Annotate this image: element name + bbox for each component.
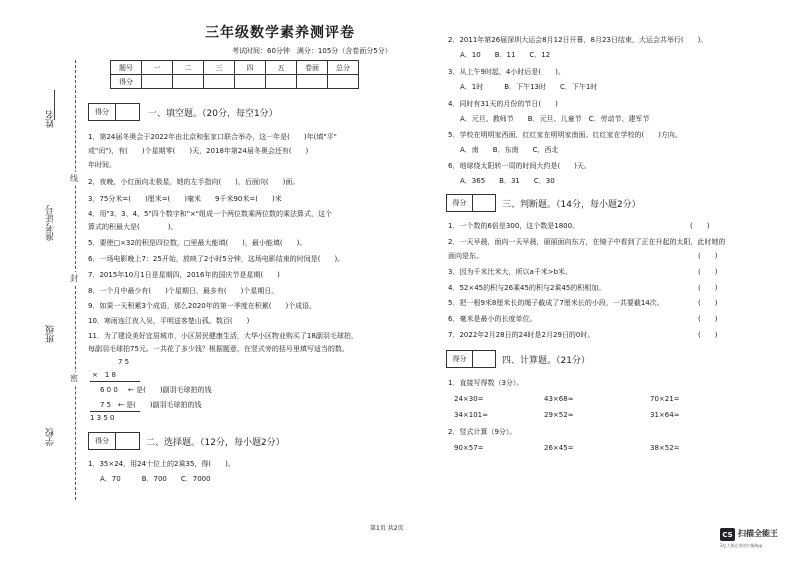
score-table: [110, 60, 359, 89]
s1-q4-line1: 4．用"3、3、4、5"四个数字和"×"组成一个两位数乘两位数的乘法算式，这个: [88, 210, 333, 218]
section3-title: 三、判断题。（14分，每小题2分）: [502, 200, 641, 210]
calc-partial-1: 6 0 0: [100, 386, 118, 394]
calc-partial-2-note: ← 是( )副羽毛球拍的钱: [118, 401, 202, 409]
s1-q1-line3: 年时间。: [88, 161, 116, 169]
section4-score-box: [446, 350, 496, 368]
seal-char-2: 封: [70, 274, 78, 283]
section2-score-blank[interactable]: [116, 433, 139, 449]
s2-q3-options: A．1时 B．下午13时 C．下午1时: [460, 83, 598, 91]
section4-score-blank[interactable]: [473, 351, 495, 367]
s2-q1-options: A．70 B．700 C．7000: [100, 475, 211, 483]
score-table-header-cell: 总分: [328, 61, 359, 75]
s1-q10: 10．寒雨连江夜入吴，平明送客楚山孤。数百( ): [88, 317, 250, 325]
s3-q6: 6．毫米是最小的长度单位。: [448, 315, 537, 323]
s1-q5: 5．要使□×32的积是四位数，□里最大能填( )，最小能填( )。: [88, 239, 307, 247]
calc-result: 1 3 5 0: [90, 414, 115, 422]
section4-title: 四、计算题。（21分）: [502, 356, 590, 366]
s2-q6-options: A．365 B．31 C．30: [460, 177, 555, 185]
school-label: 学校: [46, 428, 56, 446]
s3-q4: 4．52×45的积与26乘45的积与2乘45的积相加。: [448, 284, 606, 292]
s2-q3: 3．从上午9时起，4小时后是( )。: [448, 68, 565, 76]
score-table-header-cell: 一: [142, 61, 173, 75]
s3-q7-mark[interactable]: ( ): [698, 331, 718, 339]
section1-score-blank[interactable]: [116, 104, 139, 120]
s1-q6: 6．一场电影晚上7：25开始，放映了2小时5分钟，这场电影结束的时间是( )。: [88, 255, 345, 263]
s3-q4-mark[interactable]: ( ): [698, 284, 718, 292]
section3-score-blank[interactable]: [473, 195, 495, 211]
s4-row1-item2: 43×68≈: [544, 395, 574, 403]
score-table-header-cell: 卷面: [297, 61, 328, 75]
section2-title: 二、选择题。（12分，每小题2分）: [146, 438, 285, 448]
section2-score-box: [88, 432, 140, 450]
camscanner-logo: CS: [720, 528, 735, 541]
s1-q9: 9．如果一天积累3个成语，那么2020年的第一季度在积累( )个成语。: [88, 302, 317, 310]
s2-q4: 4．同时有31天的月份的节日( ): [448, 100, 558, 108]
camscanner-tagline: 3亿人都在用的扫描App: [720, 543, 763, 548]
score-cell[interactable]: [235, 75, 266, 89]
score-table-header-cell: 二: [173, 61, 204, 75]
page-footer: 第1页 共2页: [370, 525, 404, 532]
score-table-header-cell: 三: [204, 61, 235, 75]
seal-char-1: 线: [70, 174, 78, 183]
s4-row2-item1: 34×101≈: [454, 411, 488, 419]
s3-q1: 1．一个数的6倍是300，这个数是1800。: [448, 222, 580, 230]
s2-q4-options: A．元旦、教师节 B．元旦、儿童节 C．劳动节、建军节: [460, 115, 650, 123]
s3-q5-mark[interactable]: ( ): [698, 299, 718, 307]
s2-q5: 5．学校在明明家西面，红红家在明明家南面。红红家在学校的( )方向。: [448, 131, 682, 139]
calc-multiplier: × 1 8: [92, 371, 116, 379]
s1-q8: 8．一个月中最少有( )个星期日，最多有( )个星期日。: [88, 287, 279, 295]
binding-margin: [0, 0, 88, 561]
s3-q3: 3．因为千米比米大，所以a千米>b米。: [448, 268, 573, 276]
score-table-score-row: [111, 75, 359, 89]
section1-score-box: [88, 103, 140, 121]
s2-q6: 6．地球绕太阳转一周的时间大约是( )天。: [448, 162, 591, 170]
section1-title: 一、填空题。（20分，每空1分）: [148, 109, 278, 119]
score-table-header-cell: 题号: [111, 61, 142, 75]
s2-q5-options: A．南 B．东南 C．西北: [460, 146, 559, 154]
s1-q3: 3．75分米=( )厘米=( )毫米 9千米90米=( )米: [88, 195, 282, 203]
s1-q7: 7．2015年10月1日是星期四，2016年的国庆节是星期( ): [88, 271, 280, 279]
s3-q3-mark[interactable]: ( ): [698, 268, 718, 276]
page-title: 三年级数学素养测评卷: [205, 25, 355, 41]
score-cell[interactable]: [266, 75, 297, 89]
s4-sub1: 1．直接写得数（3分）。: [448, 379, 524, 387]
calc-line-2: [90, 411, 140, 412]
s1-q1-line1: 1．第24届冬奥会于2022年由北京和张家口联合举办，这一年是( )年(填"平": [88, 133, 337, 141]
score-cell[interactable]: [142, 75, 173, 89]
s3-q2-mark[interactable]: ( ): [698, 252, 718, 260]
s2-q2: 2．2011年第26届深圳大运会8月12日开幕，8月23日结束，大运会共举行( )。: [448, 36, 708, 44]
s4-row3-item3: 38×52=: [650, 444, 680, 452]
s1-q1-line2: 或"闰")，有( )个星期零( )天，2018年第24届冬奥会还有( ): [88, 147, 309, 155]
s1-q11-line1: 11．为了建设美好宜居城市，小区居民健康生活，大华小区物业购买了18副羽毛球拍，: [88, 332, 358, 340]
s2-q2-options: A．10 B．11 C．12: [460, 51, 551, 59]
s4-row3-item1: 90×57=: [454, 444, 484, 452]
section2-score-label: 得分: [89, 433, 116, 449]
score-cell[interactable]: [297, 75, 328, 89]
score-table-header-row: [111, 61, 359, 75]
score-cell[interactable]: [204, 75, 235, 89]
score-cell[interactable]: [173, 75, 204, 89]
s3-q1-mark[interactable]: ( ): [690, 222, 710, 230]
s1-q2: 2．夜晚，小红面向北极星，她的左手指向( )，后面向( )面。: [88, 178, 300, 186]
s4-row1-item3: 70×21=: [650, 395, 680, 403]
s2-q1: 1．35×24，用24十位上的2乘35，得( )。: [88, 460, 235, 468]
s4-row2-item2: 29×52≈: [544, 411, 574, 419]
exam-info: 考试时间：60分钟 满分：105分（含卷面分5分）: [232, 47, 392, 55]
section1-score-label: 得分: [89, 104, 116, 120]
s3-q6-mark[interactable]: ( ): [698, 315, 718, 323]
calc-partial-2: 7 5: [100, 401, 112, 409]
s4-row2-item3: 31×64≈: [650, 411, 680, 419]
exam-number-label: 准考证号: [46, 205, 56, 241]
calc-top-number: 7 5: [118, 358, 130, 366]
camscanner-name: 扫描全能王: [738, 529, 778, 538]
s1-q11-line2: 每副羽毛球拍75元。一共花了多少钱？根据题意，在竖式旁的括号里填写适当的数。: [88, 345, 349, 353]
calc-line-1: [90, 381, 140, 382]
score-row-label: 得分: [111, 75, 142, 89]
name-label: 姓名: [46, 110, 56, 128]
score-table-header-cell: 四: [235, 61, 266, 75]
s3-q2-line2: 面向是东。: [448, 252, 483, 260]
seal-char-3: 密: [70, 374, 78, 383]
section3-score-box: [446, 194, 496, 212]
s4-row3-item2: 26×45=: [544, 444, 574, 452]
score-table-header-cell: 五: [266, 61, 297, 75]
s3-q7: 7．2022年2月28日的24时是2月29日的0时。: [448, 331, 595, 339]
s3-q2-line1: 2．一天早晨，面向一天早晨，丽丽面向东方，在镜子中看到了正在升起的太阳，此时她的: [448, 238, 726, 246]
class-label: 班级: [46, 325, 56, 343]
s4-sub2: 2．竖式计算（9分）。: [448, 428, 517, 436]
section3-score-label: 得分: [447, 195, 473, 211]
s4-row1-item1: 24×30=: [454, 395, 484, 403]
calc-partial-1-note: ← 是( )副羽毛球拍的钱: [128, 386, 212, 394]
section4-score-label: 得分: [447, 351, 473, 367]
s3-q5: 5．把一根9米8厘米长的绳子截成了7厘米长的小段，一共要截14次。: [448, 299, 664, 307]
name-write-line: [54, 90, 55, 120]
s1-q4-line2: 算式的积最大是( )。: [88, 223, 178, 231]
score-cell[interactable]: [328, 75, 359, 89]
